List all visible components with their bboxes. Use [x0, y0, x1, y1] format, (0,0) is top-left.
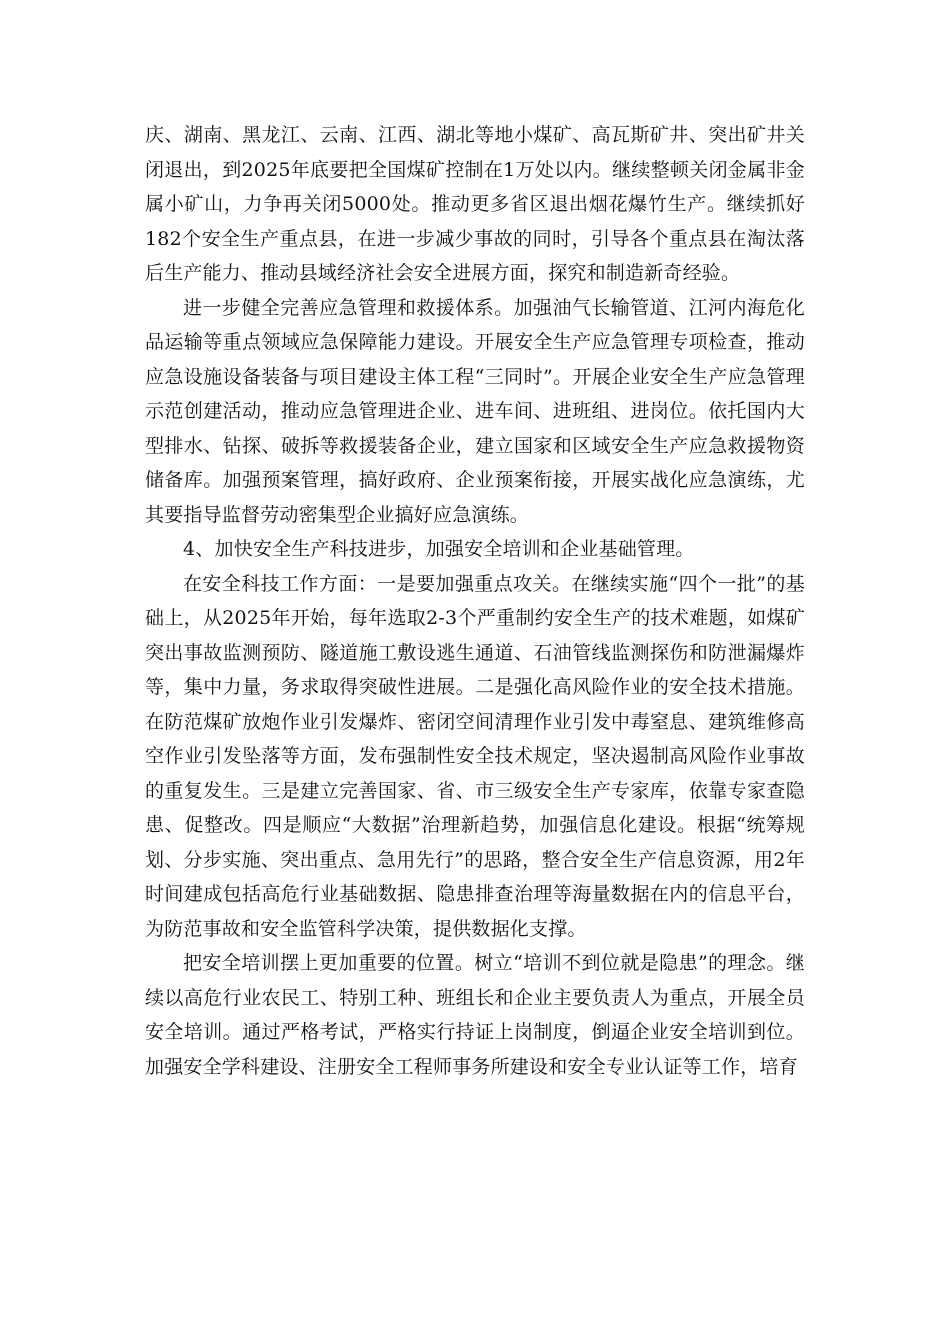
paragraph-5: 把安全培训摆上更加重要的位置。树立“培训不到位就是隐患”的理念。继续以高危行业农民工、特别工种、班组长和企业主要负责人为重点，开展全员安全培训。通过严格考试，严格实行持证上岗制度，倒逼企业安全培训到位。加强安全学科建设、注册安全工程师事务所建设和安全专业认证等工作，培育: [145, 952, 805, 1078]
paragraph-1: 庆、湖南、黑龙江、云南、江西、湖北等地小煤矿、高瓦斯矿井、突出矿井关闭退出，到2025年底要把全国煤矿控制在1万处以内。继续整顿关闭金属非金属小矿山，力争再关闭5000处。推动更多省区退出烟花爆竹生产。继续抓好182个安全生产重点县，在进一步减少事故的同时，引导各个重点县在淘汰落后生产能力、推动县域经济社会安全进展方面，探究和制造新奇经验。: [145, 124, 805, 284]
paragraph-4: 在安全科技工作方面：一是要加强重点攻关。在继续实施“四个一批”的基础上，从2025年开始，每年选取2-3个严重制约安全生产的技术难题，如煤矿突出事故监测预防、隧道施工敷设逃生通道、石油管线监测探伤和防泄漏爆炸等，集中力量，务求取得突破性进展。二是强化高风险作业的安全技术措施。在防范煤矿放炮作业引发爆炸、密闭空间清理作业引发中毒窒息、建筑维修高空作业引发坠落等方面，发布强制性安全技术规定，坚决遏制高风险作业事故的重复发生。三是建立完善国家、省、市三级安全生产专家库，依靠专家查隐患、促整改。四是顺应“大数据”治理新趋势，加强信息化建设。根据“统筹规划、分步实施、突出重点、急用先行”的思路，整合安全生产信息资源，用2年时间建成包括高危行业基础数据、隐患排查治理等海量数据在内的信息平台，为防范事故和安全监管科学决策，提供数据化支撑。: [145, 572, 805, 940]
paragraph-2: 进一步健全完善应急管理和救援体系。加强油气长输管道、江河内海危化品运输等重点领域应急保障能力建设。开展安全生产应急管理专项检查，推动应急设施设备装备与项目建设主体工程“三同时”。开展企业安全生产应急管理示范创建活动，推动应急管理进企业、进车间、进班组、进岗位。依托国内大型排水、钻探、破拆等救援装备企业，建立国家和区域安全生产应急救援物资储备库。加强预案管理，搞好政府、企业预案衔接，开展实战化应急演练，尤其要指导监督劳动密集型企业搞好应急演练。: [145, 296, 805, 526]
document-body: [145, 118, 805, 1084]
paragraph-3: 4、加快安全生产科技进步，加强安全培训和企业基础管理。: [183, 538, 695, 560]
